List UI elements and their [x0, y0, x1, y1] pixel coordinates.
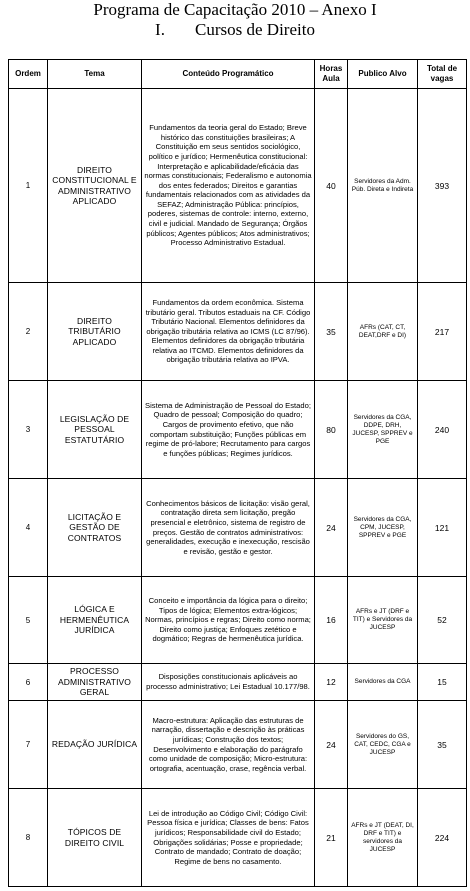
table-row [9, 577, 467, 664]
cell-publico: Servidores da CGA, DDPE, DRH, JUCESP, SPPREV e PGE [348, 381, 418, 479]
cell-conteudo: Conhecimentos básicos de licitação: visão geral, contratação direta sem licitação, pregão presencial e eletrônico, sistema de registro de preços. Gestão de contratos administrativos: generalidades, execução e inexecução, rescisão e revisão, gestão e gestor. [142, 479, 315, 577]
column-header-horas: Horas Aula [315, 60, 348, 89]
cell-tema: DIREITO CONSTITUCIONAL E ADMINISTRATIVO APLICADO [48, 89, 142, 283]
cell-vagas: 15 [418, 664, 467, 701]
cell-conteudo: Lei de introdução ao Código Civil; Código Civil: Pessoa física e jurídica; Classes de bens: Fatos jurídicos; Responsabilidade civil do Estado; Obrigações solidárias; Posse e propriedade; Contrato de mandado; Contrato de doação; Regime de bens no casamento. [142, 789, 315, 887]
cell-vagas: 217 [418, 283, 467, 381]
table-row [9, 283, 467, 381]
cell-tema: PROCESSO ADMINISTRATIVO GERAL [48, 664, 142, 701]
cell-tema: LICITAÇÃO E GESTÃO DE CONTRATOS [48, 479, 142, 577]
cell-publico: Servidores do GS, CAT, CEDC, CGA e JUCESP [348, 701, 418, 789]
section-title: Cursos de Direito [195, 20, 315, 39]
cell-publico: AFRs e JT (DRF e TIT) e Servidores da JUCESP [348, 577, 418, 664]
cell-horas: 24 [315, 701, 348, 789]
cell-horas: 21 [315, 789, 348, 887]
cell-vagas: 393 [418, 89, 467, 283]
table-header-row [9, 60, 467, 89]
cell-horas: 16 [315, 577, 348, 664]
cell-conteudo: Fundamentos da teoria geral do Estado; Breve histórico das constituições brasileiras; A Constituição em seus sentidos sociológico, político e jurídico; Hermenêutica constitucional: Interpretação e aplicabilidade/eficácia das normas constitucionais; Federalismo e autonomia dos entes federados; Direitos e garantias fundamentais relacionados com as atividades da SEFAZ; Administração Pública: princípios, poderes, sistemas de controle: interno, externo, civil e judicial. Mandado de Segurança; Órgãos públicos; Agentes públicos; Atos administrativos; Processo Administrativo Estadual. [142, 89, 315, 283]
cell-vagas: 224 [418, 789, 467, 887]
table-row [9, 664, 467, 701]
cell-tema: LEGISLAÇÃO DE PESSOAL ESTATUTÁRIO [48, 381, 142, 479]
cell-tema: DIREITO TRIBUTÁRIO APLICADO [48, 283, 142, 381]
cell-ordem: 6 [9, 664, 48, 701]
cell-vagas: 240 [418, 381, 467, 479]
cell-vagas: 121 [418, 479, 467, 577]
table-row [9, 381, 467, 479]
cell-ordem: 5 [9, 577, 48, 664]
cell-publico: Servidores da CGA, CPM, JUCESP, SPPREV e PGE [348, 479, 418, 577]
column-header-tema: Tema [48, 60, 142, 89]
table-row [9, 479, 467, 577]
cell-conteudo: Macro-estrutura: Aplicação das estruturas de narração, dissertação e descrição às práticas jurídicas; Construção dos textos; Desenvolvimento e elaboração do parágrafo como unidade de composição; Micro-estrutura: ortografia, acentuação, crase, regência verbal. [142, 701, 315, 789]
cell-publico: Servidores da CGA [348, 664, 418, 701]
cell-vagas: 52 [418, 577, 467, 664]
cell-horas: 12 [315, 664, 348, 701]
cell-tema: REDAÇÃO JURÍDICA [48, 701, 142, 789]
table-row [9, 89, 467, 283]
cell-ordem: 1 [9, 89, 48, 283]
cell-ordem: 8 [9, 789, 48, 887]
courses-table [8, 59, 467, 887]
document-title: Programa de Capacitação 2010 – Anexo I [93, 0, 377, 19]
cell-horas: 80 [315, 381, 348, 479]
cell-horas: 40 [315, 89, 348, 283]
column-header-vagas: Total de vagas [418, 60, 467, 89]
section-number: I. [155, 20, 165, 39]
cell-ordem: 2 [9, 283, 48, 381]
cell-conteudo: Fundamentos da ordem econômica. Sistema tributário geral. Tributos estaduais na CF. Código Tributário Nacional. Elementos definidores da obrigação tributária relativa ao ICMS (LC 87/96). Elementos definidores da obrigação tributária relativa ao ITCMD. Elementos definidores da obrigação tributária relativa ao IPVA. [142, 283, 315, 381]
cell-conteudo: Disposições constitucionais aplicáveis ao processo administrativo; Lei Estadual 10.177/98. [142, 664, 315, 701]
cell-horas: 24 [315, 479, 348, 577]
column-header-conteudo: Conteúdo Programático [142, 60, 315, 89]
cell-tema: LÓGICA E HERMENÊUTICA JURÍDICA [48, 577, 142, 664]
cell-publico: AFRs (CAT, CT, DEAT,DRF e DI) [348, 283, 418, 381]
cell-publico: AFRs e JT (DEAT, DI, DRF e TIT) e servidores da JUCESP [348, 789, 418, 887]
cell-publico: Servidores da Adm. Púb. Direta e Indireta [348, 89, 418, 283]
cell-ordem: 7 [9, 701, 48, 789]
cell-ordem: 3 [9, 381, 48, 479]
column-header-ordem: Ordem [9, 60, 48, 89]
cell-tema: TÓPICOS DE DIREITO CIVIL [48, 789, 142, 887]
cell-conteudo: Conceito e importância da lógica para o direito; Tipos de lógica; Elementos extra-lógicos; Normas, princípios e regras; Direito como norma; Direito como justiça; Enfoques zetético e dogmático; Regras de hermenêutica jurídica. [142, 577, 315, 664]
cell-horas: 35 [315, 283, 348, 381]
table-row [9, 789, 467, 887]
section-heading [0, 20, 470, 40]
column-header-publico: Publico Alvo [348, 60, 418, 89]
table-row [9, 701, 467, 789]
cell-conteudo: Sistema de Administração de Pessoal do Estado; Quadro de pessoal; Composição do quadro; Cargos de provimento efetivo, que não comportam substituição; Funções públicas em regime de pró-labore; Recrutamento para cargos e funções públicas; Regimes jurídicos. [142, 381, 315, 479]
cell-ordem: 4 [9, 479, 48, 577]
cell-vagas: 35 [418, 701, 467, 789]
